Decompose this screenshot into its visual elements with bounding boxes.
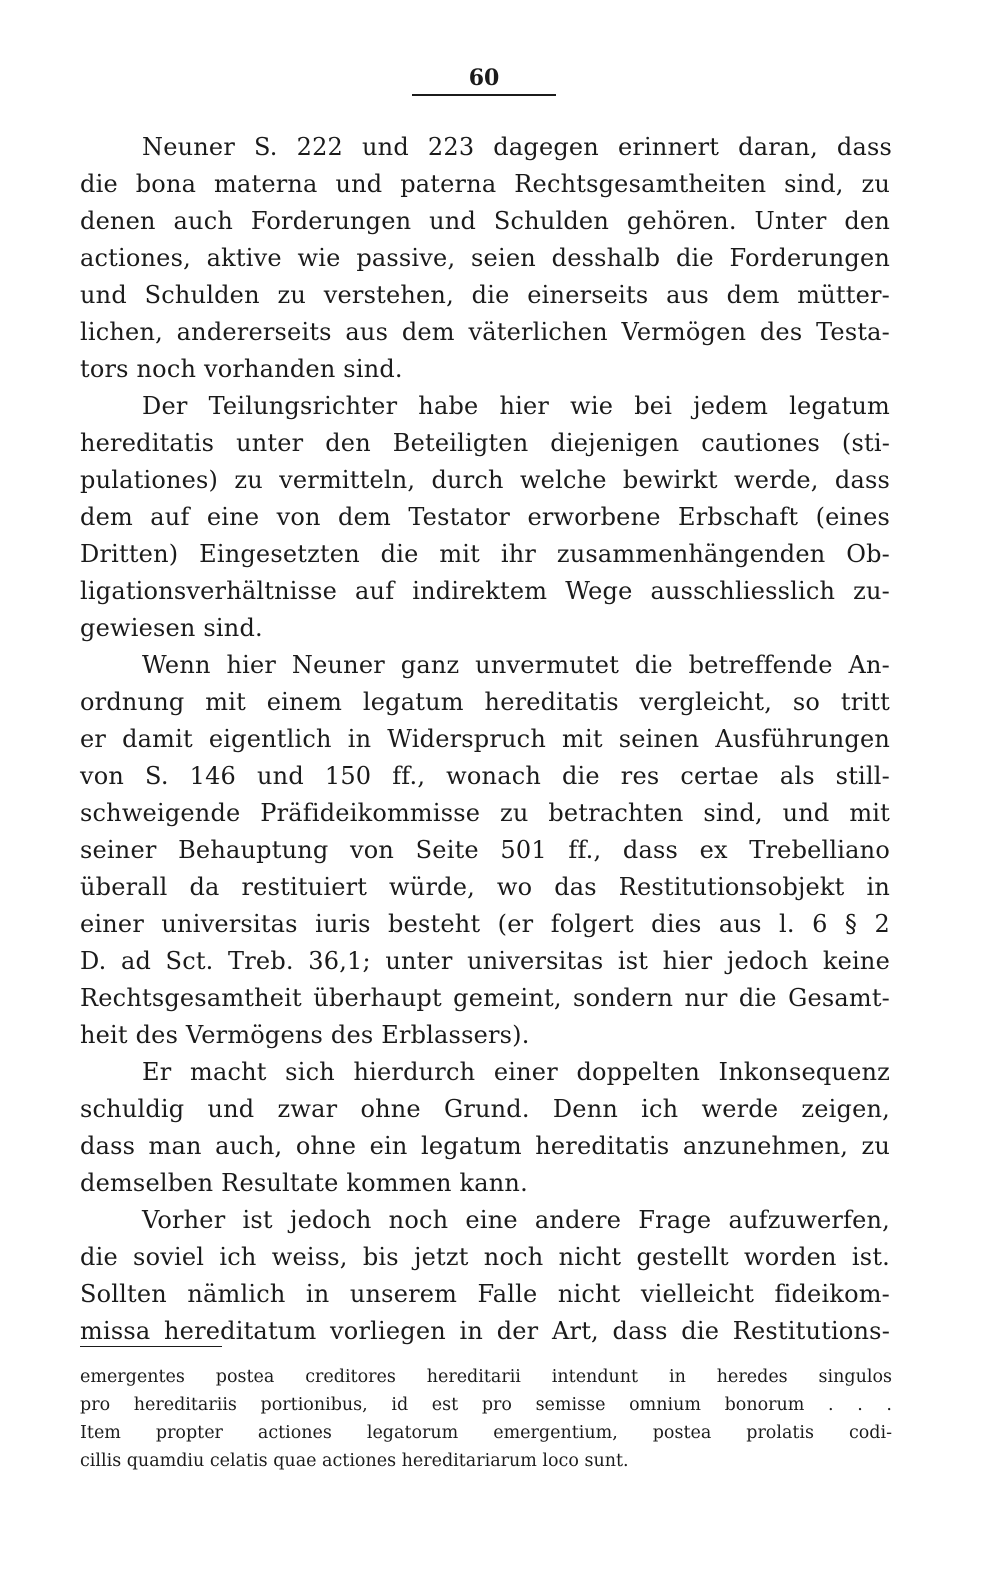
body-line: Vorher ist jedoch noch eine andere Frage aufzuwerfen, bbox=[142, 1206, 890, 1234]
body-line: Wenn hier Neuner ganz unvermutet die betreffende An- bbox=[142, 651, 890, 679]
body-line: und Schulden zu verstehen, die einerseits aus dem mütter- bbox=[80, 281, 890, 309]
body-line: er damit eigentlich in Widerspruch mit seinen Ausführungen bbox=[80, 725, 890, 753]
body-line: Er macht sich hierdurch einer doppelten Inkonsequenz bbox=[142, 1058, 890, 1086]
body-line: actiones, aktive wie passive, seien desshalb die Forderungen bbox=[80, 244, 890, 272]
body-line: pulationes) zu vermitteln, durch welche bewirkt werde, dass bbox=[80, 466, 890, 494]
body-line: ligationsverhältnisse auf indirektem Wege ausschliesslich zu- bbox=[80, 577, 890, 605]
body-line: heit des Vermögens des Erblassers). bbox=[80, 1021, 530, 1049]
body-line: schuldig und zwar ohne Grund. Denn ich werde zeigen, bbox=[80, 1095, 890, 1123]
footnote-line: cillis quamdiu celatis quae actiones hereditariarum loco sunt. bbox=[80, 1451, 629, 1471]
body-line: dass man auch, ohne ein legatum hereditatis anzunehmen, zu bbox=[80, 1132, 890, 1160]
body-line: von S. 146 und 150 ff., wonach die res certae als still- bbox=[80, 762, 890, 790]
body-line: tors noch vorhanden sind. bbox=[80, 355, 403, 383]
body-line: Der Teilungsrichter habe hier wie bei jedem legatum bbox=[142, 392, 890, 420]
body-line: D. ad Sct. Treb. 36,1; unter universitas ist hier jedoch keine bbox=[80, 947, 890, 975]
body-line: missa hereditatum vorliegen in der Art, dass die Restitutions- bbox=[80, 1317, 890, 1345]
body-line: die soviel ich weiss, bis jetzt noch nicht gestellt worden ist. bbox=[80, 1243, 890, 1271]
body-line: Rechtsgesamtheit überhaupt gemeint, sondern nur die Gesamt- bbox=[80, 984, 890, 1012]
body-line: denen auch Forderungen und Schulden gehören. Unter den bbox=[80, 207, 890, 235]
page-number-underline bbox=[412, 94, 556, 96]
body-line: seiner Behauptung von Seite 501 ff., dass ex Trebelliano bbox=[80, 836, 890, 864]
body-line: Dritten) Eingesetzten die mit ihr zusammenhängenden Ob- bbox=[80, 540, 890, 568]
body-line: hereditatis unter den Beteiligten diejenigen cautiones (sti- bbox=[80, 429, 890, 457]
footnote-line: Item propter actiones legatorum emergentium, postea prolatis codi- bbox=[80, 1423, 892, 1443]
body-line: Neuner S. 222 und 223 dagegen erinnert daran, dass bbox=[142, 133, 892, 161]
body-line: demselben Resultate kommen kann. bbox=[80, 1169, 528, 1197]
body-line: ordnung mit einem legatum hereditatis vergleicht, so tritt bbox=[80, 688, 890, 716]
body-line: schweigende Präfideikommisse zu betrachten sind, und mit bbox=[80, 799, 890, 827]
footnote-separator bbox=[80, 1346, 222, 1347]
footnote-line: emergentes postea creditores hereditarii intendunt in heredes singulos bbox=[80, 1367, 892, 1387]
body-line: lichen, andererseits aus dem väterlichen Vermögen des Testa- bbox=[80, 318, 890, 346]
body-line: gewiesen sind. bbox=[80, 614, 263, 642]
footnote-line: pro hereditariis portionibus, id est pro semisse omnium bonorum . . . bbox=[80, 1395, 892, 1415]
body-line: Sollten nämlich in unserem Falle nicht vielleicht fideikom- bbox=[80, 1280, 890, 1308]
body-line: die bona materna und paterna Rechtsgesamtheiten sind, zu bbox=[80, 170, 890, 198]
page-number: 60 bbox=[468, 65, 500, 91]
body-line: einer universitas iuris besteht (er folgert dies aus l. 6 § 2 bbox=[80, 910, 890, 938]
body-line: überall da restituiert würde, wo das Restitutionsobjekt in bbox=[80, 873, 890, 901]
body-line: dem auf eine von dem Testator erworbene Erbschaft (eines bbox=[80, 503, 890, 531]
